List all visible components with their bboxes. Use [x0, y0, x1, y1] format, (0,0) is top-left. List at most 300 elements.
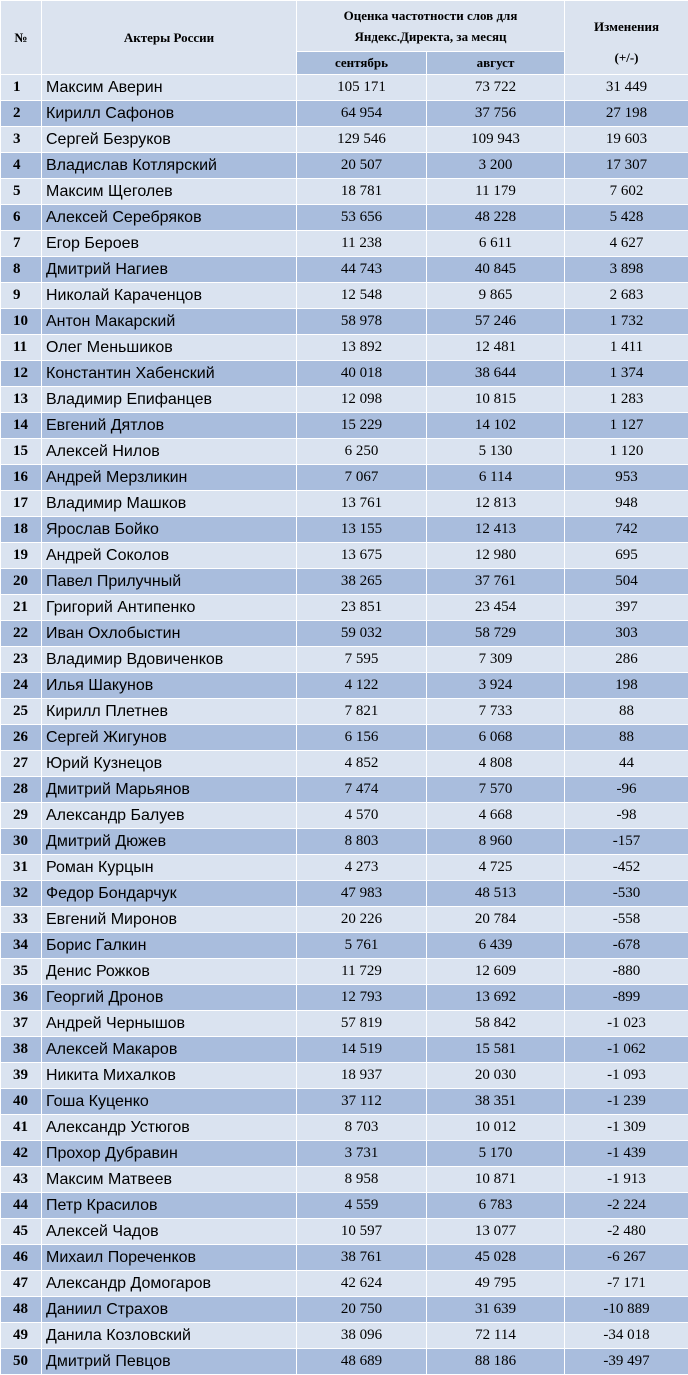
actor-name: Александр Домогаров — [42, 1271, 297, 1297]
table-row — [1, 1063, 688, 1089]
change-value: -157 — [565, 829, 688, 855]
header-august: август — [427, 52, 565, 75]
table-row — [1, 205, 688, 231]
september-value: 8 958 — [297, 1167, 427, 1193]
august-value: 12 609 — [427, 959, 565, 985]
september-value: 58 978 — [297, 309, 427, 335]
change-value: 1 120 — [565, 439, 688, 465]
actor-name: Максим Матвеев — [42, 1167, 297, 1193]
august-value: 7 570 — [427, 777, 565, 803]
change-value: 88 — [565, 699, 688, 725]
september-value: 48 689 — [297, 1349, 427, 1375]
header-changes-unit: (+/-) — [565, 48, 688, 67]
september-value: 4 570 — [297, 803, 427, 829]
august-value: 10 871 — [427, 1167, 565, 1193]
change-value: 1 374 — [565, 361, 688, 387]
change-value: 88 — [565, 725, 688, 751]
september-value: 44 743 — [297, 257, 427, 283]
actor-name: Данила Козловский — [42, 1323, 297, 1349]
change-value: -1 062 — [565, 1037, 688, 1063]
actor-name: Прохор Дубравин — [42, 1141, 297, 1167]
september-value: 37 112 — [297, 1089, 427, 1115]
table-row — [1, 985, 688, 1011]
table-row — [1, 1141, 688, 1167]
table-row — [1, 725, 688, 751]
row-number: 2 — [1, 101, 42, 127]
table-row — [1, 1089, 688, 1115]
table-row — [1, 517, 688, 543]
september-value: 4 122 — [297, 673, 427, 699]
row-number: 45 — [1, 1219, 42, 1245]
august-value: 6 783 — [427, 1193, 565, 1219]
actor-name: Алексей Чадов — [42, 1219, 297, 1245]
august-value: 3 924 — [427, 673, 565, 699]
table-body — [1, 75, 688, 1375]
table-row — [1, 829, 688, 855]
table-row — [1, 621, 688, 647]
row-number: 17 — [1, 491, 42, 517]
actor-name: Антон Макарский — [42, 309, 297, 335]
august-value: 12 980 — [427, 543, 565, 569]
row-number: 18 — [1, 517, 42, 543]
table-row — [1, 1167, 688, 1193]
actor-name: Алексей Нилов — [42, 439, 297, 465]
actor-name: Дмитрий Певцов — [42, 1349, 297, 1375]
row-number: 31 — [1, 855, 42, 881]
row-number: 49 — [1, 1323, 42, 1349]
september-value: 4 273 — [297, 855, 427, 881]
actor-name: Александр Балуев — [42, 803, 297, 829]
change-value: -678 — [565, 933, 688, 959]
august-value: 4 725 — [427, 855, 565, 881]
change-value: 19 603 — [565, 127, 688, 153]
september-value: 5 761 — [297, 933, 427, 959]
row-number: 19 — [1, 543, 42, 569]
actor-name: Евгений Дятлов — [42, 413, 297, 439]
change-value: 397 — [565, 595, 688, 621]
row-number: 40 — [1, 1089, 42, 1115]
august-value: 88 186 — [427, 1349, 565, 1375]
table-row — [1, 257, 688, 283]
august-value: 45 028 — [427, 1245, 565, 1271]
change-value: -530 — [565, 881, 688, 907]
september-value: 57 819 — [297, 1011, 427, 1037]
change-value: 2 683 — [565, 283, 688, 309]
september-value: 13 761 — [297, 491, 427, 517]
row-number: 36 — [1, 985, 42, 1011]
august-value: 38 644 — [427, 361, 565, 387]
change-value: 3 898 — [565, 257, 688, 283]
change-value: 1 732 — [565, 309, 688, 335]
august-value: 20 784 — [427, 907, 565, 933]
table-row — [1, 647, 688, 673]
change-value: 44 — [565, 751, 688, 777]
change-value: -96 — [565, 777, 688, 803]
actor-name: Владимир Машков — [42, 491, 297, 517]
row-number: 13 — [1, 387, 42, 413]
table-row — [1, 283, 688, 309]
row-number: 32 — [1, 881, 42, 907]
actor-name: Петр Красилов — [42, 1193, 297, 1219]
row-number: 30 — [1, 829, 42, 855]
actor-name: Владимир Епифанцев — [42, 387, 297, 413]
table-row — [1, 1323, 688, 1349]
row-number: 43 — [1, 1167, 42, 1193]
september-value: 10 597 — [297, 1219, 427, 1245]
change-value: -1 439 — [565, 1141, 688, 1167]
row-number: 14 — [1, 413, 42, 439]
august-value: 49 795 — [427, 1271, 565, 1297]
row-number: 44 — [1, 1193, 42, 1219]
september-value: 6 156 — [297, 725, 427, 751]
september-value: 4 852 — [297, 751, 427, 777]
row-number: 25 — [1, 699, 42, 725]
header-number: № — [1, 1, 42, 75]
september-value: 18 781 — [297, 179, 427, 205]
august-value: 7 733 — [427, 699, 565, 725]
table-row — [1, 1219, 688, 1245]
change-value: -880 — [565, 959, 688, 985]
september-value: 12 793 — [297, 985, 427, 1011]
change-value: -34 018 — [565, 1323, 688, 1349]
row-number: 46 — [1, 1245, 42, 1271]
august-value: 48 513 — [427, 881, 565, 907]
table-row — [1, 569, 688, 595]
table-row — [1, 803, 688, 829]
change-value: 198 — [565, 673, 688, 699]
actor-name: Дмитрий Марьянов — [42, 777, 297, 803]
change-value: -452 — [565, 855, 688, 881]
change-value: -2 480 — [565, 1219, 688, 1245]
row-number: 42 — [1, 1141, 42, 1167]
table-row — [1, 75, 688, 101]
row-number: 20 — [1, 569, 42, 595]
actor-name: Даниил Страхов — [42, 1297, 297, 1323]
table-row — [1, 465, 688, 491]
august-value: 4 668 — [427, 803, 565, 829]
row-number: 11 — [1, 335, 42, 361]
row-number: 22 — [1, 621, 42, 647]
actor-name: Алексей Макаров — [42, 1037, 297, 1063]
table-row — [1, 751, 688, 777]
change-value: 1 127 — [565, 413, 688, 439]
table-row — [1, 335, 688, 361]
actor-name: Максим Щеголев — [42, 179, 297, 205]
actor-name: Олег Меньшиков — [42, 335, 297, 361]
change-value: -1 309 — [565, 1115, 688, 1141]
august-value: 37 756 — [427, 101, 565, 127]
table-row — [1, 1349, 688, 1375]
september-value: 15 229 — [297, 413, 427, 439]
actor-name: Андрей Соколов — [42, 543, 297, 569]
table-row — [1, 933, 688, 959]
change-value: -1 093 — [565, 1063, 688, 1089]
row-number: 10 — [1, 309, 42, 335]
change-value: 5 428 — [565, 205, 688, 231]
change-value: -1 913 — [565, 1167, 688, 1193]
change-value: -1 239 — [565, 1089, 688, 1115]
september-value: 4 559 — [297, 1193, 427, 1219]
september-value: 13 892 — [297, 335, 427, 361]
august-value: 10 012 — [427, 1115, 565, 1141]
row-number: 12 — [1, 361, 42, 387]
change-value: 4 627 — [565, 231, 688, 257]
change-value: 948 — [565, 491, 688, 517]
actor-name: Илья Шакунов — [42, 673, 297, 699]
actor-name: Денис Рожков — [42, 959, 297, 985]
change-value: -558 — [565, 907, 688, 933]
actor-name: Борис Галкин — [42, 933, 297, 959]
august-value: 73 722 — [427, 75, 565, 101]
actor-name: Александр Устюгов — [42, 1115, 297, 1141]
august-value: 31 639 — [427, 1297, 565, 1323]
august-value: 9 865 — [427, 283, 565, 309]
table-row — [1, 439, 688, 465]
september-value: 23 851 — [297, 595, 427, 621]
row-number: 9 — [1, 283, 42, 309]
row-number: 26 — [1, 725, 42, 751]
actor-name: Егор Бероев — [42, 231, 297, 257]
september-value: 42 624 — [297, 1271, 427, 1297]
actor-name: Иван Охлобыстин — [42, 621, 297, 647]
row-number: 33 — [1, 907, 42, 933]
august-value: 37 761 — [427, 569, 565, 595]
row-number: 1 — [1, 75, 42, 101]
change-value: 953 — [565, 465, 688, 491]
row-number: 38 — [1, 1037, 42, 1063]
actor-name: Кирилл Плетнев — [42, 699, 297, 725]
actor-name: Дмитрий Нагиев — [42, 257, 297, 283]
table-row — [1, 1115, 688, 1141]
august-value: 58 842 — [427, 1011, 565, 1037]
actor-name: Гоша Куценко — [42, 1089, 297, 1115]
change-value: -2 224 — [565, 1193, 688, 1219]
september-value: 8 803 — [297, 829, 427, 855]
table-row — [1, 491, 688, 517]
september-value: 7 474 — [297, 777, 427, 803]
table-row — [1, 101, 688, 127]
august-value: 57 246 — [427, 309, 565, 335]
september-value: 38 265 — [297, 569, 427, 595]
actor-name: Андрей Чернышов — [42, 1011, 297, 1037]
september-value: 18 937 — [297, 1063, 427, 1089]
september-value: 12 548 — [297, 283, 427, 309]
change-value: -10 889 — [565, 1297, 688, 1323]
august-value: 12 813 — [427, 491, 565, 517]
september-value: 129 546 — [297, 127, 427, 153]
actor-name: Алексей Серебряков — [42, 205, 297, 231]
september-value: 20 750 — [297, 1297, 427, 1323]
header-changes-label: Изменения — [565, 17, 688, 36]
row-number: 16 — [1, 465, 42, 491]
august-value: 23 454 — [427, 595, 565, 621]
change-value: -98 — [565, 803, 688, 829]
august-value: 5 130 — [427, 439, 565, 465]
september-value: 6 250 — [297, 439, 427, 465]
row-number: 27 — [1, 751, 42, 777]
september-value: 13 155 — [297, 517, 427, 543]
change-value: 17 307 — [565, 153, 688, 179]
actor-name: Владимир Вдовиченков — [42, 647, 297, 673]
change-value: 504 — [565, 569, 688, 595]
header-frequency-group: Оценка частотности слов для Яндекс.Директа, за месяц — [297, 1, 565, 52]
row-number: 8 — [1, 257, 42, 283]
august-value: 12 481 — [427, 335, 565, 361]
change-value: 286 — [565, 647, 688, 673]
actor-name: Роман Курцын — [42, 855, 297, 881]
change-value: -6 267 — [565, 1245, 688, 1271]
table-row — [1, 855, 688, 881]
august-value: 3 200 — [427, 153, 565, 179]
actor-name: Андрей Мерзликин — [42, 465, 297, 491]
actor-name: Михаил Пореченков — [42, 1245, 297, 1271]
row-number: 35 — [1, 959, 42, 985]
table-row — [1, 595, 688, 621]
actor-name: Павел Прилучный — [42, 569, 297, 595]
table-row — [1, 1297, 688, 1323]
table-row — [1, 413, 688, 439]
change-value: 7 602 — [565, 179, 688, 205]
change-value: 742 — [565, 517, 688, 543]
september-value: 7 821 — [297, 699, 427, 725]
table-row — [1, 127, 688, 153]
header-actors: Актеры России — [42, 1, 297, 75]
august-value: 7 309 — [427, 647, 565, 673]
actor-name: Федор Бондарчук — [42, 881, 297, 907]
row-number: 7 — [1, 231, 42, 257]
row-number: 37 — [1, 1011, 42, 1037]
august-value: 13 077 — [427, 1219, 565, 1245]
actor-name: Сергей Безруков — [42, 127, 297, 153]
august-value: 14 102 — [427, 413, 565, 439]
september-value: 7 067 — [297, 465, 427, 491]
table-row — [1, 1193, 688, 1219]
august-value: 109 943 — [427, 127, 565, 153]
table-header — [1, 1, 688, 75]
row-number: 24 — [1, 673, 42, 699]
table-row — [1, 673, 688, 699]
header-row-top — [1, 1, 688, 52]
table-row — [1, 361, 688, 387]
change-value: 303 — [565, 621, 688, 647]
actor-name: Георгий Дронов — [42, 985, 297, 1011]
august-value: 58 729 — [427, 621, 565, 647]
september-value: 38 096 — [297, 1323, 427, 1349]
row-number: 6 — [1, 205, 42, 231]
table-row — [1, 959, 688, 985]
august-value: 40 845 — [427, 257, 565, 283]
table-row — [1, 699, 688, 725]
september-value: 14 519 — [297, 1037, 427, 1063]
table-row — [1, 179, 688, 205]
actor-name: Сергей Жигунов — [42, 725, 297, 751]
table-row — [1, 231, 688, 257]
row-number: 29 — [1, 803, 42, 829]
row-number: 34 — [1, 933, 42, 959]
row-number: 3 — [1, 127, 42, 153]
august-value: 10 815 — [427, 387, 565, 413]
august-value: 48 228 — [427, 205, 565, 231]
table-row — [1, 309, 688, 335]
table-row — [1, 153, 688, 179]
actor-name: Дмитрий Дюжев — [42, 829, 297, 855]
august-value: 6 611 — [427, 231, 565, 257]
change-value: -39 497 — [565, 1349, 688, 1375]
change-value: 31 449 — [565, 75, 688, 101]
august-value: 5 170 — [427, 1141, 565, 1167]
actor-name: Григорий Антипенко — [42, 595, 297, 621]
row-number: 5 — [1, 179, 42, 205]
september-value: 3 731 — [297, 1141, 427, 1167]
change-value: -7 171 — [565, 1271, 688, 1297]
table-row — [1, 1271, 688, 1297]
september-value: 20 226 — [297, 907, 427, 933]
change-value: 1 283 — [565, 387, 688, 413]
august-value: 13 692 — [427, 985, 565, 1011]
august-value: 11 179 — [427, 179, 565, 205]
august-value: 12 413 — [427, 517, 565, 543]
table-row — [1, 1245, 688, 1271]
august-value: 20 030 — [427, 1063, 565, 1089]
row-number: 21 — [1, 595, 42, 621]
actor-name: Максим Аверин — [42, 75, 297, 101]
september-value: 11 238 — [297, 231, 427, 257]
actor-name: Никита Михалков — [42, 1063, 297, 1089]
actor-name: Юрий Кузнецов — [42, 751, 297, 777]
september-value: 105 171 — [297, 75, 427, 101]
row-number: 47 — [1, 1271, 42, 1297]
september-value: 59 032 — [297, 621, 427, 647]
august-value: 6 439 — [427, 933, 565, 959]
september-value: 7 595 — [297, 647, 427, 673]
actor-name: Евгений Миронов — [42, 907, 297, 933]
change-value: 1 411 — [565, 335, 688, 361]
august-value: 6 114 — [427, 465, 565, 491]
row-number: 39 — [1, 1063, 42, 1089]
september-value: 53 656 — [297, 205, 427, 231]
row-number: 15 — [1, 439, 42, 465]
august-value: 72 114 — [427, 1323, 565, 1349]
header-september: сентябрь — [297, 52, 427, 75]
table-row — [1, 907, 688, 933]
august-value: 6 068 — [427, 725, 565, 751]
september-value: 11 729 — [297, 959, 427, 985]
change-value: -899 — [565, 985, 688, 1011]
august-value: 15 581 — [427, 1037, 565, 1063]
table-row — [1, 387, 688, 413]
august-value: 4 808 — [427, 751, 565, 777]
actor-name: Ярослав Бойко — [42, 517, 297, 543]
actor-name: Константин Хабенский — [42, 361, 297, 387]
change-value: 695 — [565, 543, 688, 569]
september-value: 38 761 — [297, 1245, 427, 1271]
table-row — [1, 543, 688, 569]
change-value: 27 198 — [565, 101, 688, 127]
table-row — [1, 777, 688, 803]
row-number: 28 — [1, 777, 42, 803]
september-value: 13 675 — [297, 543, 427, 569]
september-value: 8 703 — [297, 1115, 427, 1141]
august-value: 8 960 — [427, 829, 565, 855]
row-number: 41 — [1, 1115, 42, 1141]
row-number: 23 — [1, 647, 42, 673]
table-row — [1, 1011, 688, 1037]
actor-name: Кирилл Сафонов — [42, 101, 297, 127]
september-value: 64 954 — [297, 101, 427, 127]
august-value: 38 351 — [427, 1089, 565, 1115]
actor-name: Николай Караченцов — [42, 283, 297, 309]
september-value: 20 507 — [297, 153, 427, 179]
